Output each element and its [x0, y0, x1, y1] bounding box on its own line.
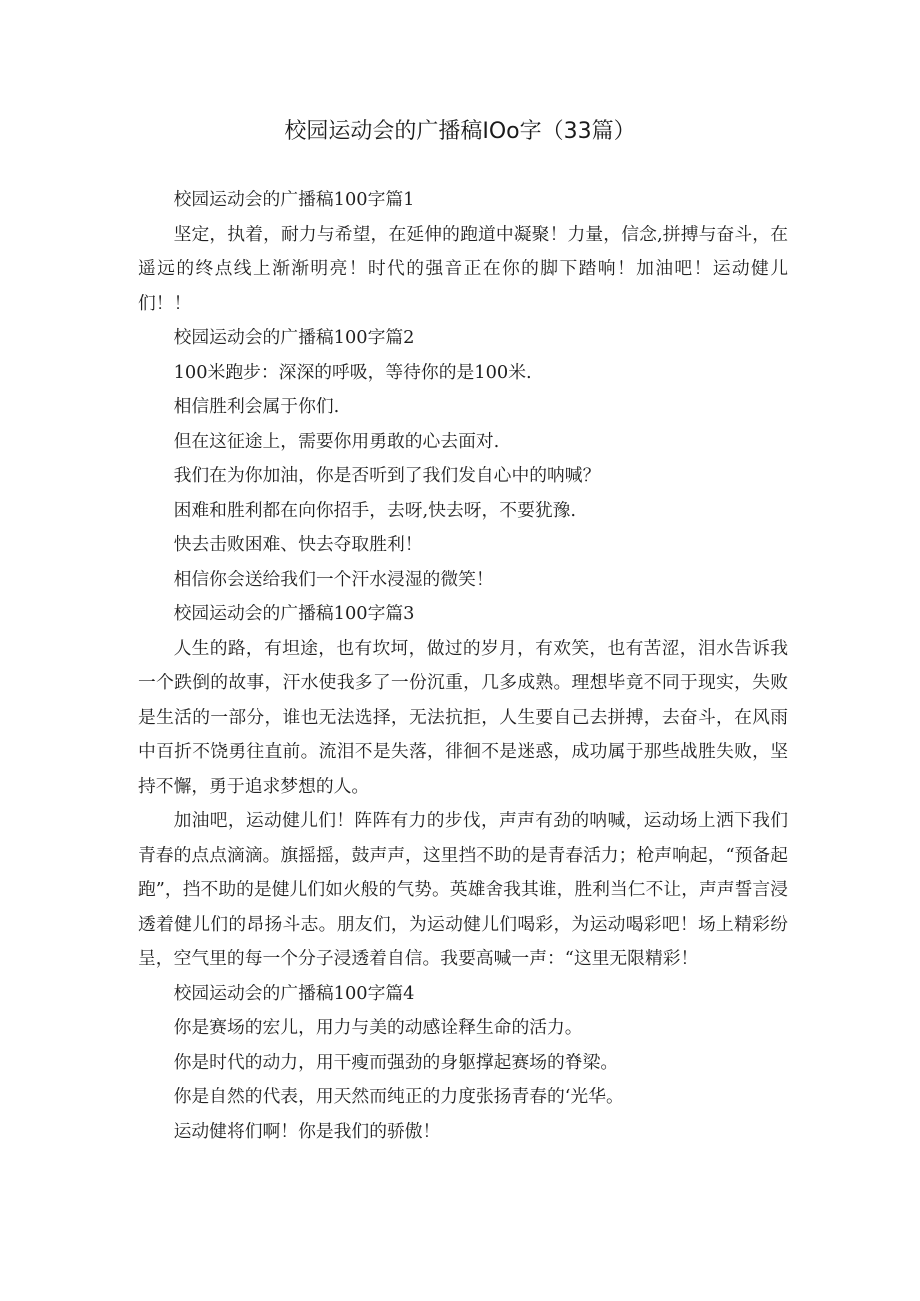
paragraph: 坚定，执着，耐力与希望，在延伸的跑道中凝聚！力量，信念,拼搏与奋斗，在遥远的终点线上渐渐明亮！时代的强音正在你的脚下踏响！加油吧！运动健儿们！！ — [138, 223, 788, 314]
section-heading-4: 校园运动会的广播稿100字篇4 — [173, 982, 415, 1004]
paragraph: 快去击败困难、快去夺取胜利！ — [173, 534, 423, 555]
paragraph: 100米跑步：深深的呼吸，等待你的是100米. — [173, 361, 532, 383]
paragraph: 你是自然的代表，用天然而纯正的力度张扬青春的‘光华。 — [173, 1086, 624, 1107]
paragraph: 相信胜利会属于你们. — [173, 396, 340, 417]
section-heading-1: 校园运动会的广播稿100字篇1 — [173, 189, 415, 210]
paragraph: 但在这征途上，需要你用勇敢的心去面对. — [173, 430, 500, 452]
paragraph: 你是时代的动力，用干瘦而强劲的身躯撑起赛场的脊梁。 — [173, 1051, 619, 1073]
paragraph: 人生的路，有坦途，也有坎坷，做过的岁月，有欢笑，也有苦涩，泪水告诉我一个跌倒的故事，汗水使我多了一份沉重，几多成熟。理想毕竟不同于现实，失败是生活的一部分，谁也无法选择，无法抗拒，人生要自己去拼搏，去奋斗，在风雨中百折不饶勇往直前。流泪不是失落，徘徊不是迷惑，成功属于那些战胜失败，坚持不懈，勇于追求梦想的人。 — [138, 637, 788, 797]
paragraph: 运动健将们啊！你是我们的骄傲！ — [173, 1120, 441, 1142]
section-heading-3: 校园运动会的广播稿100字篇3 — [173, 603, 415, 624]
paragraph: 我们在为你加油，你是否听到了我们发自心中的呐喊？ — [173, 465, 601, 486]
document-body — [138, 183, 788, 1149]
paragraph: 相信你会送给我们一个汗水浸湿的微笑！ — [173, 568, 494, 590]
paragraph: 你是赛场的宏儿，用力与美的动感诠释生命的活力。 — [173, 1017, 583, 1038]
paragraph: 困难和胜利都在向你招手，去呀,快去呀，不要犹豫. — [173, 499, 577, 521]
paragraph: 加油吧，运动健儿们！阵阵有力的步伐，声声有劲的呐喊，运动场上洒下我们青春的点点滴滴。旗摇摇，鼓声声，这里挡不助的是青春活力；枪声响起，“预备起跑”，挡不助的是健儿们如火般的气势。英雄舍我其谁，胜利当仁不让，声声誓言浸透着健儿们的昂扬斗志。朋友们，为运动健儿们喝彩，为运动喝彩吧！场上精彩纷呈，空气里的每一个分子浸透着自信。我要高喊一声：“这里无限精彩！ — [138, 810, 788, 969]
document-title: 校园运动会的广播稿IOo字（33篇） — [284, 119, 636, 144]
section-heading-2: 校园运动会的广播稿100字篇2 — [173, 327, 415, 348]
